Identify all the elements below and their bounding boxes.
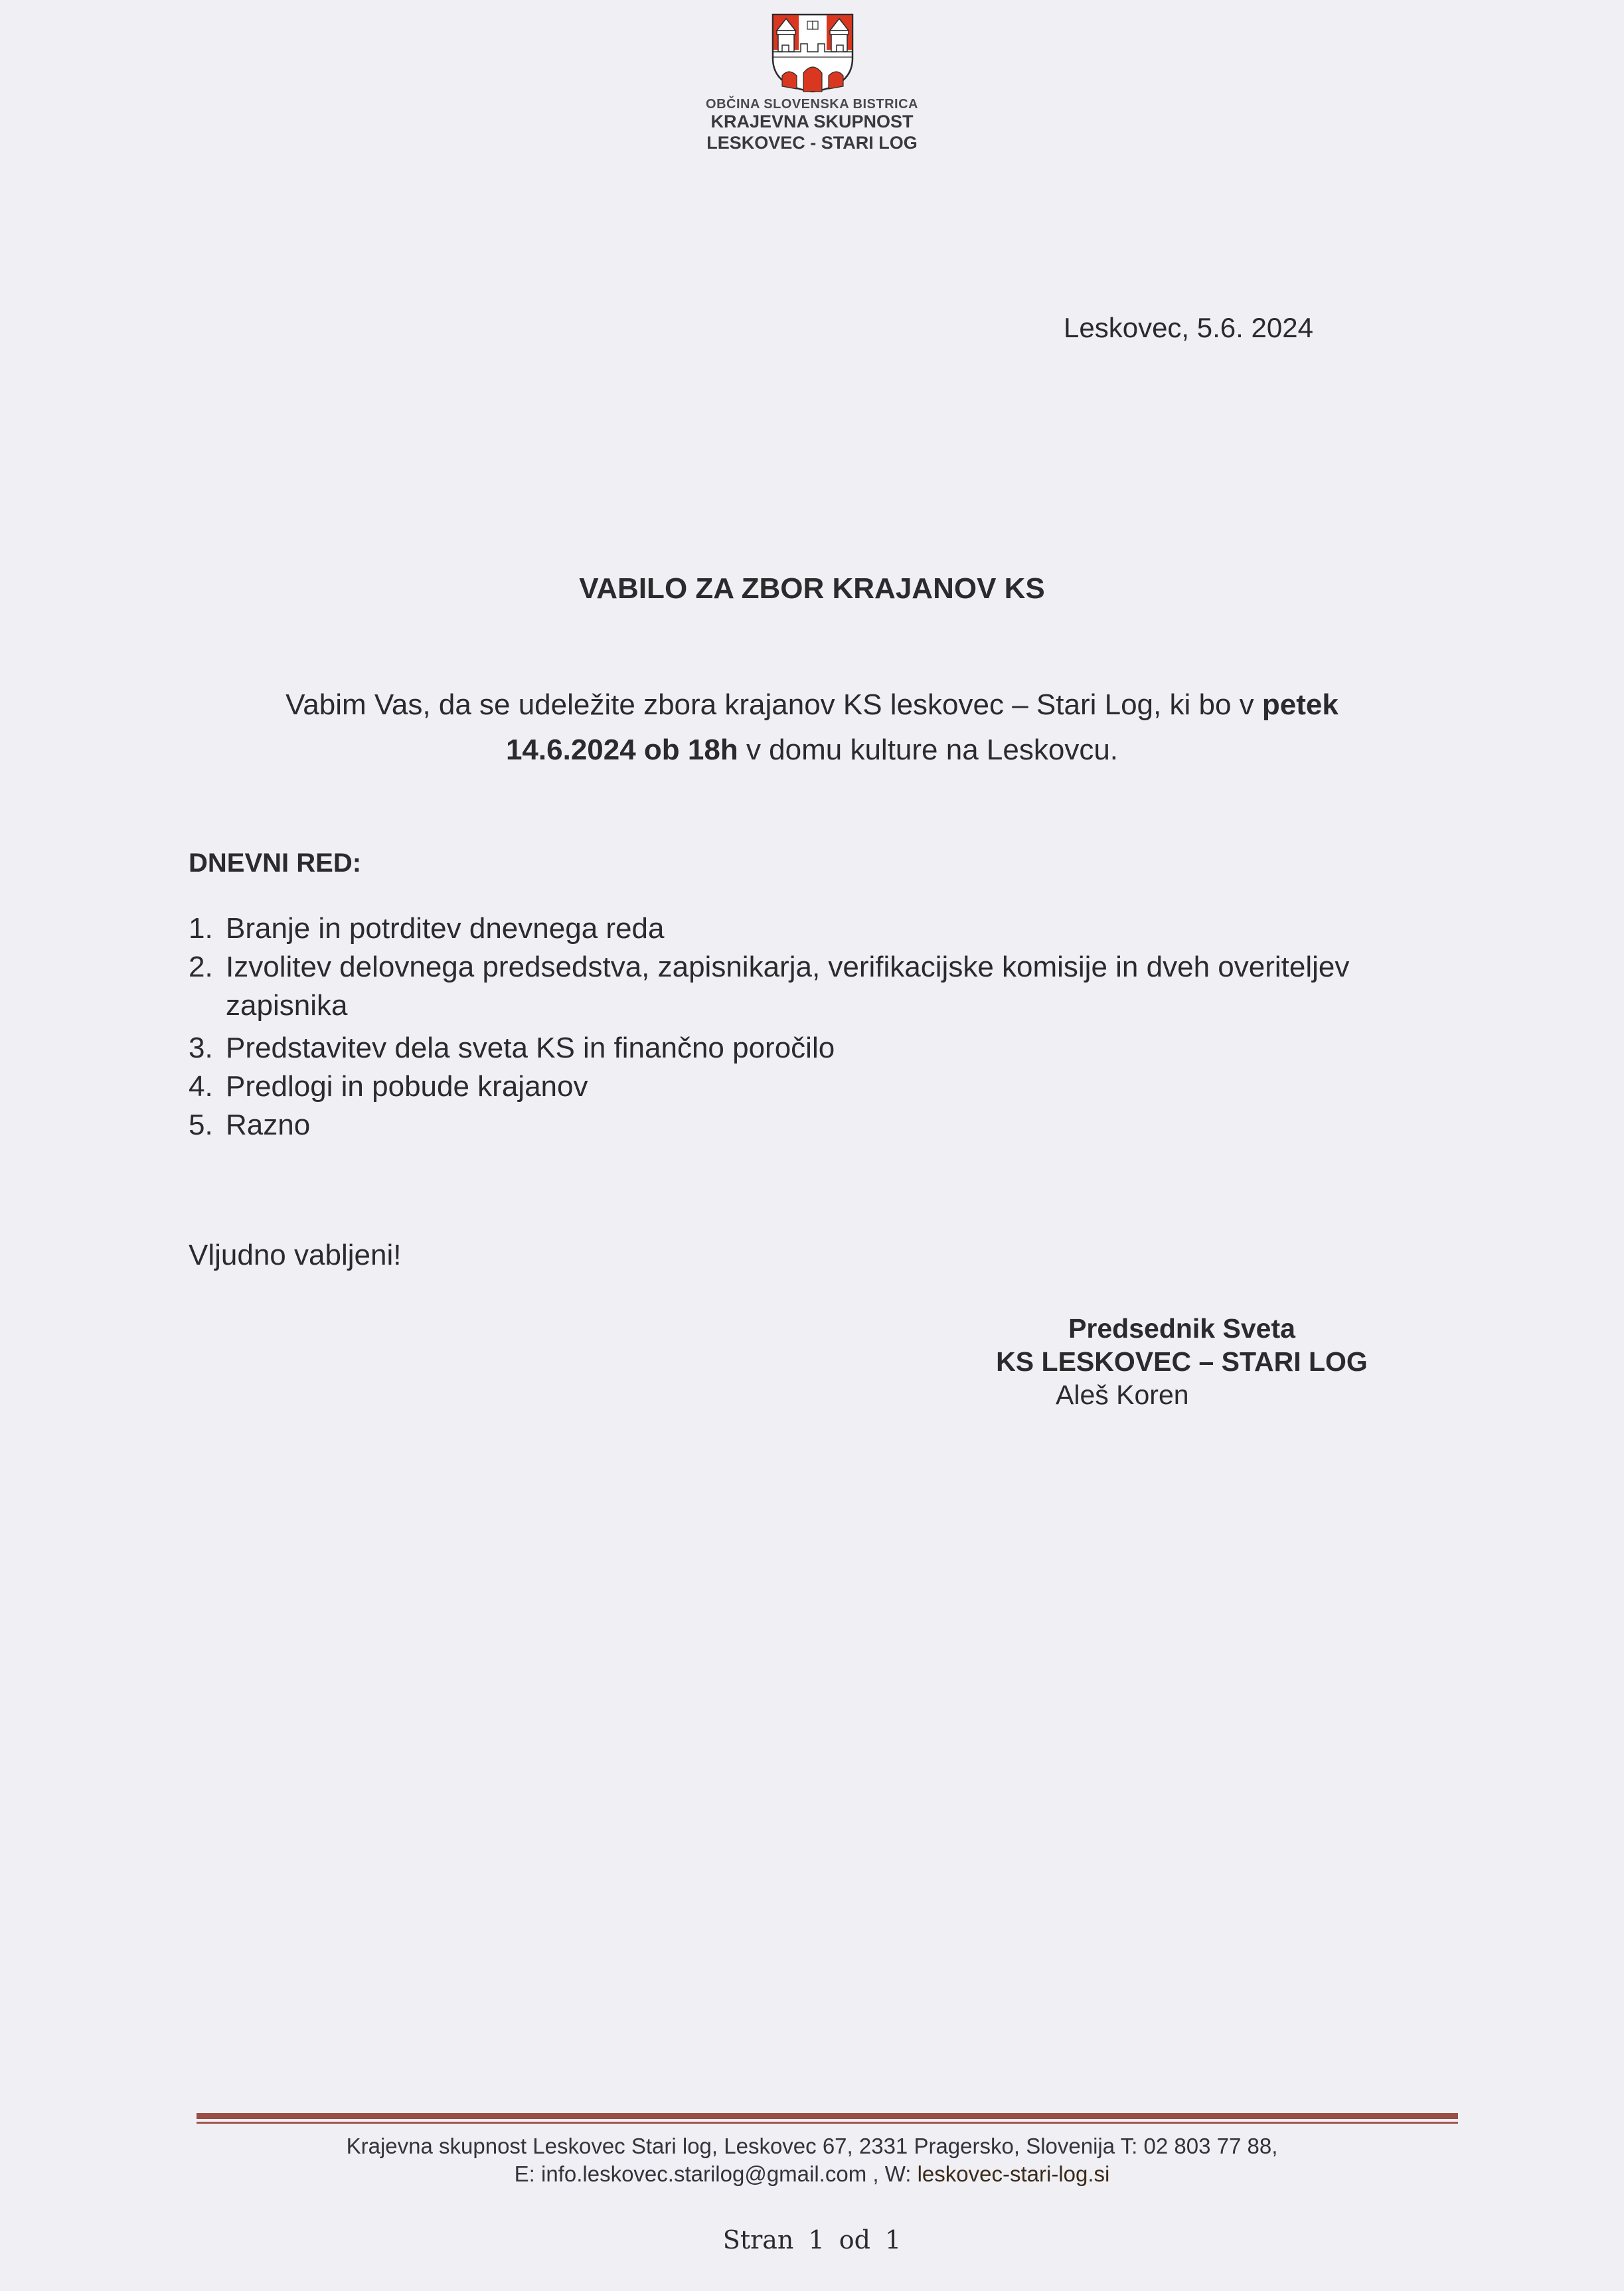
closing-greeting: Vljudno vabljeni! [189,1239,402,1271]
agenda-item [189,1067,1421,1106]
org-name-line1: KRAJEVNA SKUPNOST [710,112,914,131]
signature-org: KS LESKOVEC – STARI LOG [996,1346,1368,1377]
coat-of-arms-logo [769,12,856,93]
footer-divider-thin [197,2122,1458,2124]
agenda-item [189,909,1421,948]
agenda-list [189,909,1421,1145]
municipality-name: OBČINA SLOVENSKA BISTRICA [706,97,918,112]
agenda-item-text: Razno [226,1109,311,1141]
org-name-line2: LESKOVEC - STARI LOG [706,133,918,153]
agenda-item-number: 4. [189,1070,213,1103]
agenda-item-text: Branje in potrditev dnevnega reda [226,912,665,945]
agenda-item [189,1029,1421,1067]
agenda-item-number: 5. [189,1109,213,1141]
signature-name: Aleš Koren [1056,1380,1189,1410]
footer-contact [0,2162,1624,2187]
footer-divider-thick [197,2113,1458,2119]
footer-email: E: info.leskovec.starilog@gmail.com , W: [514,2162,918,2186]
page-number: Stran 1 od 1 [722,2225,902,2254]
intro-day: petek [1261,688,1339,721]
agenda-item [189,1106,1421,1145]
intro-text-part2: v domu kulture na Leskovcu. [738,734,1119,766]
agenda-heading: DNEVNI RED: [189,848,362,878]
agenda-item-number: 3. [189,1032,213,1064]
agenda-item-text: Predlogi in pobude krajanov [226,1070,588,1103]
coat-of-arms-icon [769,12,856,93]
intro-text-part1: Vabim Vas, da se udeležite zbora krajanov KS leskovec – Stari Log, ki bo v [285,688,1262,721]
signature-role: Predsednik Sveta [1068,1313,1295,1344]
document-title: VABILO ZA ZBOR KRAJANOV KS [579,572,1045,605]
footer-website-link[interactable]: leskovec-stari-log.si [917,2162,1110,2186]
agenda-item-text: Predstavitev dela sveta KS in finančno poročilo [226,1032,835,1064]
agenda-item [189,948,1421,1025]
agenda-item-number: 2. [189,951,213,983]
intro-datetime: 14.6.2024 ob 18h [505,734,738,766]
date-line: Leskovec, 5.6. 2024 [1064,312,1313,343]
footer-address: Krajevna skupnost Leskovec Stari log, Leskovec 67, 2331 Pragersko, Slovenija T: 02 803 77 88, [346,2134,1278,2158]
agenda-item-number: 1. [189,912,213,945]
agenda-item-text: Izvolitev delovnega predsedstva, zapisnikarja, verifikacijske komisije in dveh overiteljev zapisnika [226,951,1350,1022]
intro-paragraph [0,682,1624,773]
